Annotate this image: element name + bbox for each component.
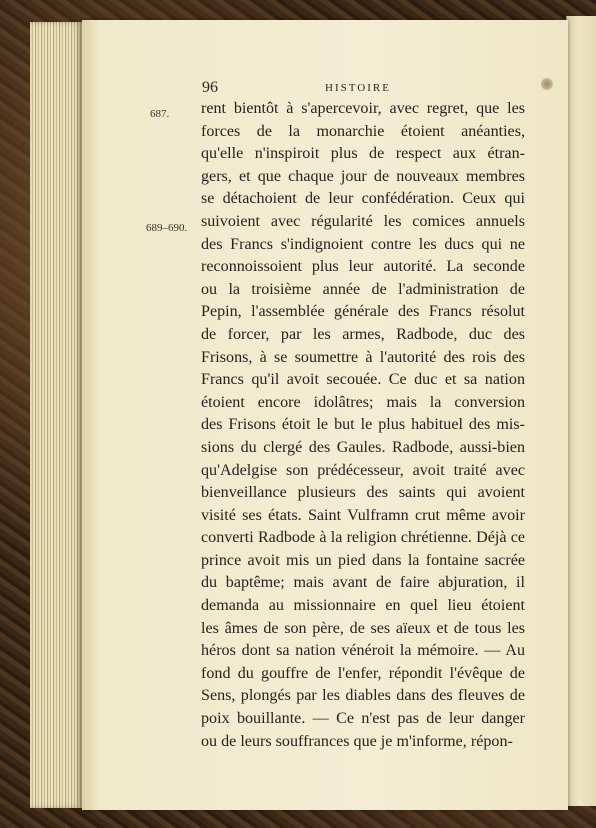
text-line: ou de leurs souffrances que je m'informe, répon- xyxy=(201,732,513,750)
text-line: étoient encore idolâtres; mais la conversion xyxy=(201,393,525,411)
text-line: bienveillance plusieurs des saints qui avoient xyxy=(201,484,525,502)
body-text xyxy=(201,98,525,753)
text-line: Sens, plongés par les diables dans des fleuves de xyxy=(201,687,525,705)
text-line: fond du gouffre de l'enfer, répondit l'évêque de xyxy=(201,664,525,682)
text-line: ou la troisième année de l'administration de xyxy=(201,280,525,298)
text-line: de forcer, par les armes, Radbode, duc des xyxy=(201,325,525,343)
text-line: gers, et que chaque jour de nouveaux membres xyxy=(201,167,525,185)
text-line: converti Radbode à la religion chrétienne. Déjà ce xyxy=(201,529,525,547)
text-line: héros dont sa nation vénéroit la mémoire. — Au xyxy=(201,642,525,660)
text-line: qu'elle n'inspiroit plus de respect aux étran- xyxy=(201,145,525,163)
text-line: demanda au missionnaire en quel lieu étoient xyxy=(201,597,525,615)
text-line: prince avoit mis un pied dans la fontaine sacrée xyxy=(201,551,525,569)
facing-page-edge xyxy=(566,16,596,806)
text-line: poix bouillante. — Ce n'est pas de leur danger xyxy=(201,710,525,728)
text-line: des Francs s'indignoient contre les ducs qui ne xyxy=(201,235,525,253)
text-line: qu'Adelgise son prédécesseur, avoit traité avec xyxy=(201,461,525,479)
text-line: du baptême; mais avant de faire abjuration, il xyxy=(201,574,525,592)
text-line: rent bientôt à s'apercevoir, avec regret, que les xyxy=(201,100,525,117)
text-line: suivoient avec régularité les comices annuels xyxy=(201,212,525,230)
text-line: Francs qu'il avoit secouée. Ce duc et sa nation xyxy=(201,371,525,389)
page-number: 96 xyxy=(202,79,218,96)
text-line: se détachoient de leur confédération. Ceux qui xyxy=(201,190,525,208)
text-line: forces de la monarchie étoient anéanties, xyxy=(201,122,525,140)
text-line: reconnoissoient plus leur autorité. La seconde xyxy=(201,258,525,276)
text-line: des Frisons étoit le but le plus habituel des mis- xyxy=(201,416,525,434)
text-line: visité ses états. Saint Vulframn crut même avoir xyxy=(201,506,525,524)
running-title: HISTOIRE xyxy=(325,82,391,94)
text-line: Frisons, à se soumettre à l'autorité des rois des xyxy=(201,348,525,366)
page-edges xyxy=(30,22,82,808)
text-line: les âmes de son père, de ses aïeux et de tous les xyxy=(201,619,525,637)
margin-date-note: 689–690. xyxy=(146,222,188,234)
text-line: Pepin, l'assemblée générale des Francs résolut xyxy=(201,303,525,321)
margin-date-note: 687. xyxy=(150,108,170,120)
text-line: sions du clergé des Gaules. Radbode, aussi-bien xyxy=(201,438,525,456)
running-head xyxy=(0,79,596,97)
